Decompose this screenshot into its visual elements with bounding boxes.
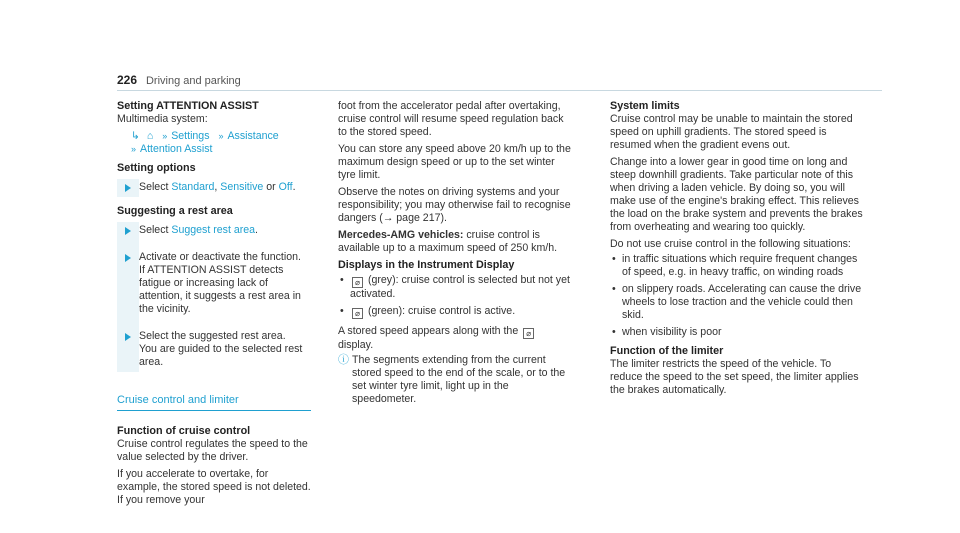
step: Select Suggest rest area. xyxy=(117,222,311,240)
chevron-double-icon: » xyxy=(218,131,224,141)
options-steps xyxy=(117,179,311,197)
list-item-text: in traffic situations which require frequent changes of speed, e.g. in heavy traffic, on winding roads xyxy=(622,253,858,278)
step: Select Standard, Sensitive or Off. xyxy=(117,179,311,197)
column-right xyxy=(610,100,866,397)
text-span: display. xyxy=(338,339,374,351)
info-note xyxy=(338,354,574,406)
menu-path-2 xyxy=(117,143,311,156)
path-settings[interactable]: Settings xyxy=(171,130,210,142)
path-arrow-icon: ↳ xyxy=(131,130,140,142)
list-item-text: (grey): cruise control is selected but not yet activated. xyxy=(350,274,570,300)
paragraph: Cruise control may be unable to maintain the stored speed on uphill gradients. The stored speed is resumed when the gradient evens out. xyxy=(610,113,853,151)
amg-paragraph xyxy=(338,229,574,255)
paragraph: foot from the accelerator pedal after overtaking, cruise control will resume speed regulation back to the stored speed. xyxy=(338,100,564,138)
option-off[interactable]: Off xyxy=(278,181,293,193)
page-header xyxy=(117,74,241,88)
step-text: Select xyxy=(139,181,169,193)
menu-path xyxy=(117,130,311,143)
home-icon[interactable]: ⌂ xyxy=(146,130,154,142)
stored-speed-text xyxy=(338,325,574,352)
text-span: A stored speed appears along with the xyxy=(338,325,519,337)
header-divider xyxy=(117,90,882,91)
info-text: The segments extending from the current stored speed to the end of the scale, or to the set winter tyre limit, light up in the speedometer. xyxy=(352,354,566,405)
rest-area-heading: Suggesting a rest area xyxy=(117,205,233,217)
chapter-title: Driving and parking xyxy=(145,75,241,87)
amg-text: cruise control is available up to a maximum speed of 250 km/h. xyxy=(338,229,558,254)
page-number: 226 xyxy=(117,73,138,87)
accelerate-text: If you accelerate to overtake, for example, the stored speed is not deleted. If you remove your xyxy=(117,468,311,506)
step-text: You are guided to the selected rest area. xyxy=(139,343,303,368)
step-text: Select the suggested rest area. xyxy=(139,330,286,342)
chevron-double-icon: » xyxy=(162,131,168,141)
list-item-text: when visibility is poor xyxy=(622,326,722,338)
column-left xyxy=(117,100,311,507)
info-icon: ⓘ xyxy=(338,354,349,366)
step-arrow-icon xyxy=(125,333,131,341)
list-item: • ⌀ (green): cruise control is active. xyxy=(340,305,516,318)
function-heading: Function of cruise control xyxy=(117,425,251,437)
situations-list xyxy=(610,253,866,339)
system-limits-heading: System limits xyxy=(610,100,680,112)
cruise-section-title: Cruise control and limiter xyxy=(117,394,311,411)
list-item-text: (green): cruise control is active. xyxy=(367,305,516,317)
step-text: Activate or deactivate the function. xyxy=(139,251,301,263)
limiter-heading: Function of the limiter xyxy=(610,345,724,357)
function-text: Cruise control regulates the speed to the value selected by the driver. xyxy=(117,438,308,463)
list-item-text: on slippery roads. Accelerating can cause the drive wheels to lose traction and the vehicle could then skid. xyxy=(622,283,862,321)
column-middle xyxy=(338,100,574,406)
cruise-control-icon: ⌀ xyxy=(352,308,363,319)
paragraph: Do not use cruise control in the following situations: xyxy=(610,238,851,250)
step-text: If ATTENTION ASSIST detects fatigue or increasing lack of attention, it suggests a rest area in the vicinity. xyxy=(139,264,301,315)
step xyxy=(117,249,311,319)
step-text: Select xyxy=(139,224,169,236)
paragraph: You can store any speed above 20 km/h up to the maximum design speed or up to the set winter tyre limit. xyxy=(338,143,571,181)
path-attention-assist[interactable]: Attention Assist xyxy=(140,143,213,155)
multimedia-label: Multimedia system: xyxy=(117,113,208,125)
paragraph: Change into a lower gear in good time on long and steep downhill gradients. Take particular note of this when driving a laden vehicle. By doing so, you will make use of the engine's braking effect. This relieves the load on the brake system and prevents the brakes from overheating and wearing too quickly. xyxy=(610,156,863,233)
step xyxy=(117,328,311,372)
path-assistance[interactable]: Assistance xyxy=(227,130,279,142)
option-standard[interactable]: Standard xyxy=(171,181,215,193)
paragraph: Observe the notes on driving systems and your responsibility; you may otherwise fail to recognise dangers (→ page 217). xyxy=(338,186,571,224)
option-sensitive[interactable]: Sensitive xyxy=(220,181,264,193)
amg-label: Mercedes-AMG vehicles: xyxy=(338,229,464,241)
list-item: • when visibility is poor xyxy=(610,326,866,339)
step-arrow-icon xyxy=(125,254,131,262)
cruise-control-icon: ⌀ xyxy=(523,328,534,339)
list-item: • on slippery roads. Accelerating can cause the drive wheels to lose traction and the vehicle could then skid. xyxy=(610,283,866,322)
list-item: • ⌀ (grey): cruise control is selected but not yet activated. xyxy=(340,274,570,300)
step-arrow-icon xyxy=(125,227,131,235)
rest-steps xyxy=(117,222,311,372)
options-heading: Setting options xyxy=(117,162,196,174)
setting-heading: Setting ATTENTION ASSIST xyxy=(117,100,259,112)
chevron-double-icon: » xyxy=(131,144,137,154)
suggest-rest-area-link[interactable]: Suggest rest area xyxy=(171,224,256,236)
display-list xyxy=(338,274,574,319)
list-item: • in traffic situations which require frequent changes of speed, e.g. in heavy traffic, on winding roads xyxy=(610,253,866,279)
paragraph: The limiter restricts the speed of the vehicle. To reduce the speed to the set speed, the limiter applies the brakes automatically. xyxy=(610,358,859,396)
step-arrow-icon xyxy=(125,184,131,192)
cruise-control-icon: ⌀ xyxy=(352,277,363,288)
step-text: or xyxy=(266,181,276,193)
displays-heading: Displays in the Instrument Display xyxy=(338,259,515,271)
